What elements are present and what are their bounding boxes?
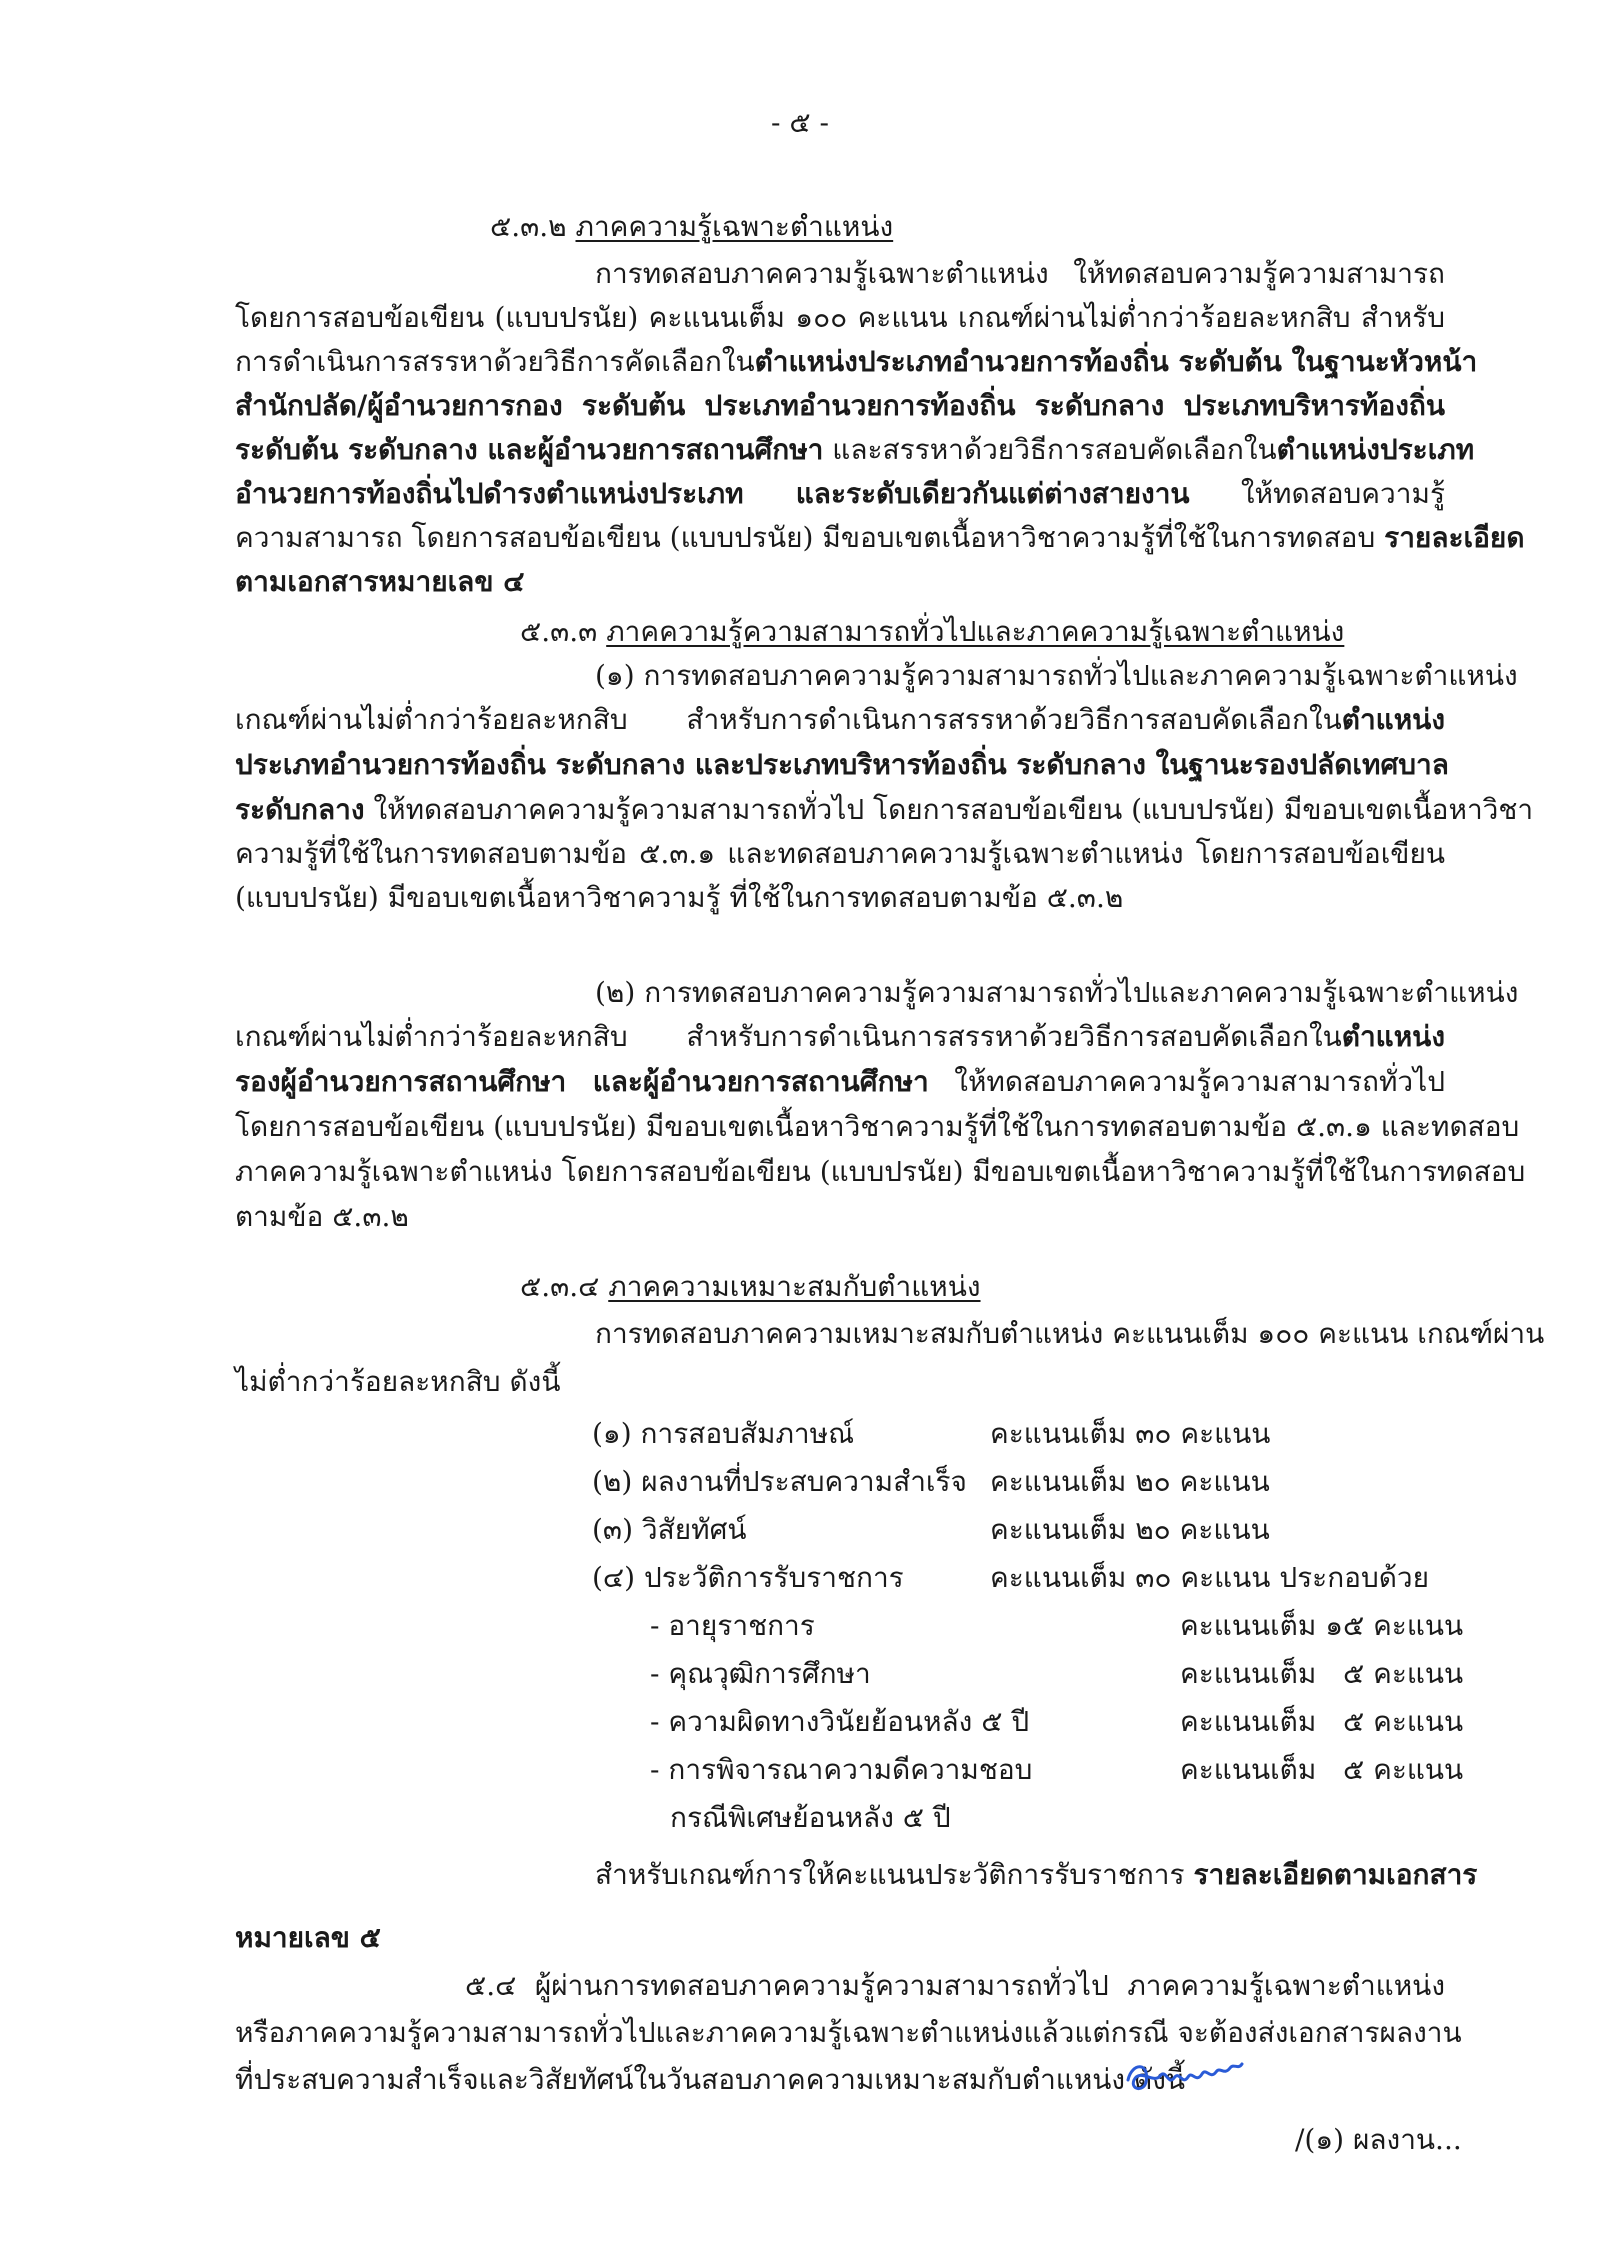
paragraph-line: (๑) การทดสอบภาคความรู้ความสามารถทั่วไปและภาคความรู้เฉพาะตำแหน่ง <box>595 659 1518 692</box>
text-run-bold: ตำแหน่งประเภท <box>1276 433 1475 466</box>
text-run-bold: ตำแหน่ง <box>1341 703 1445 736</box>
score-subitem-continuation: กรณีพิเศษย้อนหลัง ๕ ปี <box>670 1801 951 1834</box>
text-run: ให้ทดสอบภาคความรู้ความสามารถทั่วไป โดยการสอบข้อเขียน (แบบปรนัย) มีขอบเขตเนื้อหาวิชา <box>364 793 1534 826</box>
section-5-3-2-heading <box>490 207 893 247</box>
score-item-value: คะแนนเต็ม ๓๐ คะแนน ประกอบด้วย <box>990 1561 1430 1594</box>
text-run: การดำเนินการสรรหาด้วยวิธีการคัดเลือกใน <box>235 345 755 378</box>
score-subitem-label: - คุณวุฒิการศึกษา <box>650 1657 871 1690</box>
paragraph-line: การทดสอบภาคความเหมาะสมกับตำแหน่ง คะแนนเต็ม ๑๐๐ คะแนน เกณฑ์ผ่าน <box>595 1317 1545 1350</box>
paragraph-line: ที่ประสบความสำเร็จและวิสัยทัศน์ในวันสอบภาคความเหมาะสมกับตำแหน่ง ดังนี้ <box>235 2063 1186 2096</box>
paragraph-line <box>235 518 1525 558</box>
score-subitem-value: คะแนนเต็ม ๑๕ คะแนน <box>1180 1609 1464 1642</box>
paragraph-line: หรือภาคความรู้ความสามารถทั่วไปและภาคความรู้เฉพาะตำแหน่งแล้วแต่กรณี จะต้องส่งเอกสารผลงาน <box>235 2016 1462 2049</box>
paragraph-line <box>235 700 1445 740</box>
paragraph-line <box>235 790 1534 830</box>
paragraph-line <box>235 1062 1445 1102</box>
section-5-3-3-heading <box>520 612 1344 652</box>
text-run: ความสามารถ โดยการสอบข้อเขียน (แบบปรนัย) มีขอบเขตเนื้อหาวิชาความรู้ที่ใช้ในการทดสอบ <box>235 521 1385 554</box>
paragraph-line: ตามเอกสารหมายเลข ๔ <box>235 565 525 598</box>
score-item-label: (๑) การสอบสัมภาษณ์ <box>592 1417 855 1450</box>
score-item-label: (๔) ประวัติการรับราชการ <box>592 1561 904 1594</box>
heading-title: ภาคความเหมาะสมกับตำแหน่ง <box>608 1270 981 1303</box>
paragraph-line <box>595 1855 1478 1895</box>
score-subitem-label: - การพิจารณาความดีความชอบ <box>650 1753 1033 1786</box>
paragraph-line: สำนักปลัด/ผู้อำนวยการกอง ระดับต้น ประเภทอำนวยการท้องถิ่น ระดับกลาง ประเภทบริหารท้องถิ่น <box>235 389 1445 422</box>
text-run-bold: อำนวยการท้องถิ่นไปดำรงตำแหน่งประเภท และระดับเดียวกันแต่ต่างสายงาน <box>235 477 1190 510</box>
paragraph-line: ๕.๔ ผู้ผ่านการทดสอบภาคความรู้ความสามารถทั่วไป ภาคความรู้เฉพาะตำแหน่ง <box>465 1969 1445 2002</box>
text-run-bold: รองผู้อำนวยการสถานศึกษา และผู้อำนวยการสถานศึกษา <box>235 1065 929 1098</box>
paragraph-line <box>235 430 1475 470</box>
paragraph-line: ภาคความรู้เฉพาะตำแหน่ง โดยการสอบข้อเขียน (แบบปรนัย) มีขอบเขตเนื้อหาวิชาความรู้ที่ใช้ในการทดสอบ <box>235 1155 1526 1188</box>
paragraph-line: ตามข้อ ๕.๓.๒ <box>235 1200 409 1233</box>
score-item-value: คะแนนเต็ม ๒๐ คะแนน <box>990 1513 1270 1546</box>
score-subitem-value: คะแนนเต็ม ๕ คะแนน <box>1180 1753 1464 1786</box>
heading-title: ภาคความรู้ความสามารถทั่วไปและภาคความรู้เฉพาะตำแหน่ง <box>606 615 1345 648</box>
section-5-3-4-heading <box>520 1267 981 1307</box>
text-run-bold: ตำแหน่งประเภทอำนวยการท้องถิ่น ระดับต้น ในฐานะหัวหน้า <box>754 345 1478 378</box>
text-run: ให้ทดสอบความรู้ <box>1189 477 1445 510</box>
page-number: - ๕ - <box>771 106 829 139</box>
heading-number: ๕.๓.๒ <box>490 210 576 243</box>
continuation-marker: /(๑) ผลงาน... <box>1295 2123 1462 2156</box>
text-run-bold: ตำแหน่ง <box>1341 1020 1445 1053</box>
score-item-value: คะแนนเต็ม ๒๐ คะแนน <box>990 1465 1270 1498</box>
paragraph-line <box>235 342 1478 382</box>
score-subitem-value: คะแนนเต็ม ๕ คะแนน <box>1180 1705 1464 1738</box>
text-run-bold: ระดับกลาง <box>235 793 365 826</box>
text-run: ให้ทดสอบภาคความรู้ความสามารถทั่วไป <box>928 1065 1445 1098</box>
paragraph-line: (แบบปรนัย) มีขอบเขตเนื้อหาวิชาความรู้ ที่ใช้ในการทดสอบตามข้อ ๕.๓.๒ <box>235 881 1124 914</box>
paragraph-line: ความรู้ที่ใช้ในการทดสอบตามข้อ ๕.๓.๑ และทดสอบภาคความรู้เฉพาะตำแหน่ง โดยการสอบข้อเขียน <box>235 837 1445 870</box>
score-subitem-value: คะแนนเต็ม ๕ คะแนน <box>1180 1657 1464 1690</box>
text-run: สำหรับเกณฑ์การให้คะแนนประวัติการรับราชการ <box>595 1858 1194 1891</box>
text-run: และสรรหาด้วยวิธีการสอบคัดเลือกใน <box>823 433 1277 466</box>
score-subitem-label: - อายุราชการ <box>650 1609 815 1642</box>
heading-number: ๕.๓.๔ <box>520 1270 609 1303</box>
score-item-value: คะแนนเต็ม ๓๐ คะแนน <box>990 1417 1271 1450</box>
text-run: เกณฑ์ผ่านไม่ต่ำกว่าร้อยละหกสิบ สำหรับการดำเนินการสรรหาด้วยวิธีการสอบคัดเลือกใน <box>235 703 1342 736</box>
signature-initials-icon <box>1120 2050 1250 2100</box>
paragraph-line: การทดสอบภาคความรู้เฉพาะตำแหน่ง ให้ทดสอบความรู้ความสามารถ <box>595 257 1445 290</box>
score-subitem-label: - ความผิดทางวินัยย้อนหลัง ๕ ปี <box>650 1705 1030 1738</box>
heading-title: ภาคความรู้เฉพาะตำแหน่ง <box>575 210 894 243</box>
heading-number: ๕.๓.๓ <box>520 615 607 648</box>
text-run-bold: รายละเอียด <box>1384 521 1525 554</box>
paragraph-line: ไม่ต่ำกว่าร้อยละหกสิบ ดังนี้ <box>235 1365 561 1398</box>
score-item-label: (๒) ผลงานที่ประสบความสำเร็จ <box>592 1465 967 1498</box>
text-run-bold: ระดับต้น ระดับกลาง และผู้อำนวยการสถานศึกษา <box>235 433 824 466</box>
paragraph-line: หมายเลข ๕ <box>235 1921 381 1954</box>
paragraph-line: โดยการสอบข้อเขียน (แบบปรนัย) คะแนนเต็ม ๑๐๐ คะแนน เกณฑ์ผ่านไม่ต่ำกว่าร้อยละหกสิบ สำหรับ <box>235 301 1445 334</box>
text-run-bold: รายละเอียดตามเอกสาร <box>1193 1858 1478 1891</box>
paragraph-line <box>235 474 1445 514</box>
paragraph-line: (๒) การทดสอบภาคความรู้ความสามารถทั่วไปและภาคความรู้เฉพาะตำแหน่ง <box>595 976 1519 1009</box>
text-run: เกณฑ์ผ่านไม่ต่ำกว่าร้อยละหกสิบ สำหรับการดำเนินการสรรหาด้วยวิธีการสอบคัดเลือกใน <box>235 1020 1342 1053</box>
paragraph-line <box>235 1017 1445 1057</box>
paragraph-line: ประเภทอำนวยการท้องถิ่น ระดับกลาง และประเภทบริหารท้องถิ่น ระดับกลาง ในฐานะรองปลัดเทศบาล <box>235 748 1449 781</box>
score-item-label: (๓) วิสัยทัศน์ <box>592 1513 747 1546</box>
paragraph-line: โดยการสอบข้อเขียน (แบบปรนัย) มีขอบเขตเนื้อหาวิชาความรู้ที่ใช้ในการทดสอบตามข้อ ๕.๓.๑ และทดสอบ <box>235 1110 1520 1143</box>
